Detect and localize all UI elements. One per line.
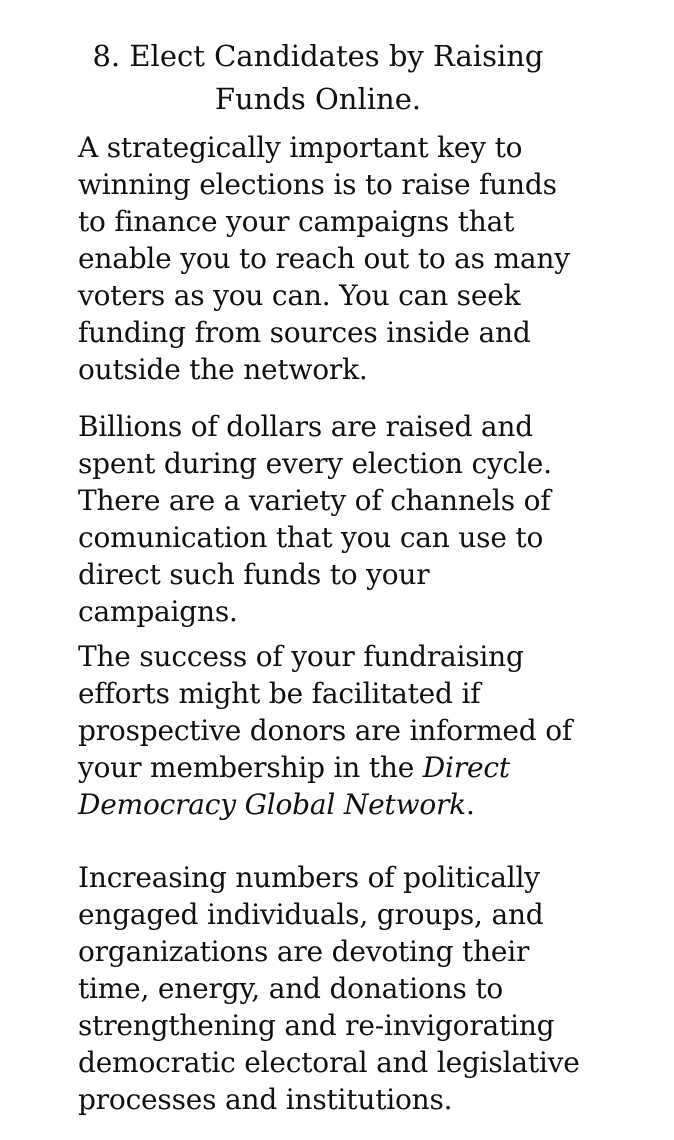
text-line: Billions of dollars are raised and bbox=[78, 410, 533, 443]
text-line: engaged individuals, groups, and bbox=[78, 898, 544, 931]
text-line: to finance your campaigns that bbox=[78, 205, 515, 238]
text-line: outside the network. bbox=[78, 353, 368, 386]
text-line: Increasing numbers of politically bbox=[78, 861, 540, 894]
text-line: A strategically important key to bbox=[78, 131, 523, 164]
paragraph-2 bbox=[78, 408, 626, 630]
text-line: spent during every election cycle. bbox=[78, 447, 552, 480]
text-line: democratic electoral and legislative bbox=[78, 1046, 580, 1079]
chapter-heading-line: 8. Elect Candidates by Raising bbox=[92, 39, 544, 73]
text-line: time, energy, and donations to bbox=[78, 972, 504, 1005]
text-line: enable you to reach out to as many bbox=[78, 242, 570, 275]
text-line: efforts might be facilitated if bbox=[78, 677, 481, 710]
network-name-italic: Direct bbox=[422, 751, 510, 784]
chapter-heading bbox=[24, 35, 612, 121]
text-line: direct such funds to your bbox=[78, 558, 430, 591]
network-name-italic: Democracy Global Network bbox=[78, 788, 466, 821]
text-line: organizations are devoting their bbox=[78, 935, 530, 968]
text-line bbox=[78, 786, 626, 823]
text-line: winning elections is to raise funds bbox=[78, 168, 557, 201]
chapter-heading-line: Funds Online. bbox=[214, 82, 422, 116]
text-line: processes and institutions. bbox=[78, 1083, 453, 1116]
text-line: campaigns. bbox=[78, 595, 238, 628]
paragraph-4 bbox=[78, 859, 626, 1118]
text-line: funding from sources inside and bbox=[78, 316, 531, 349]
text-line: prospective donors are informed of bbox=[78, 714, 573, 747]
text-line: voters as you can. You can seek bbox=[78, 279, 521, 312]
text-line: The success of your fundraising bbox=[78, 640, 524, 673]
text-run: your membership in the bbox=[78, 751, 423, 784]
paragraph-1 bbox=[78, 129, 626, 388]
text-line bbox=[78, 749, 626, 786]
text-run: . bbox=[465, 788, 475, 821]
paragraph-3 bbox=[78, 638, 626, 823]
text-line: strengthening and re-invigorating bbox=[78, 1009, 555, 1042]
text-line: comunication that you can use to bbox=[78, 521, 544, 554]
chapter-text bbox=[78, 129, 626, 1118]
text-line: There are a variety of channels of bbox=[78, 484, 551, 517]
